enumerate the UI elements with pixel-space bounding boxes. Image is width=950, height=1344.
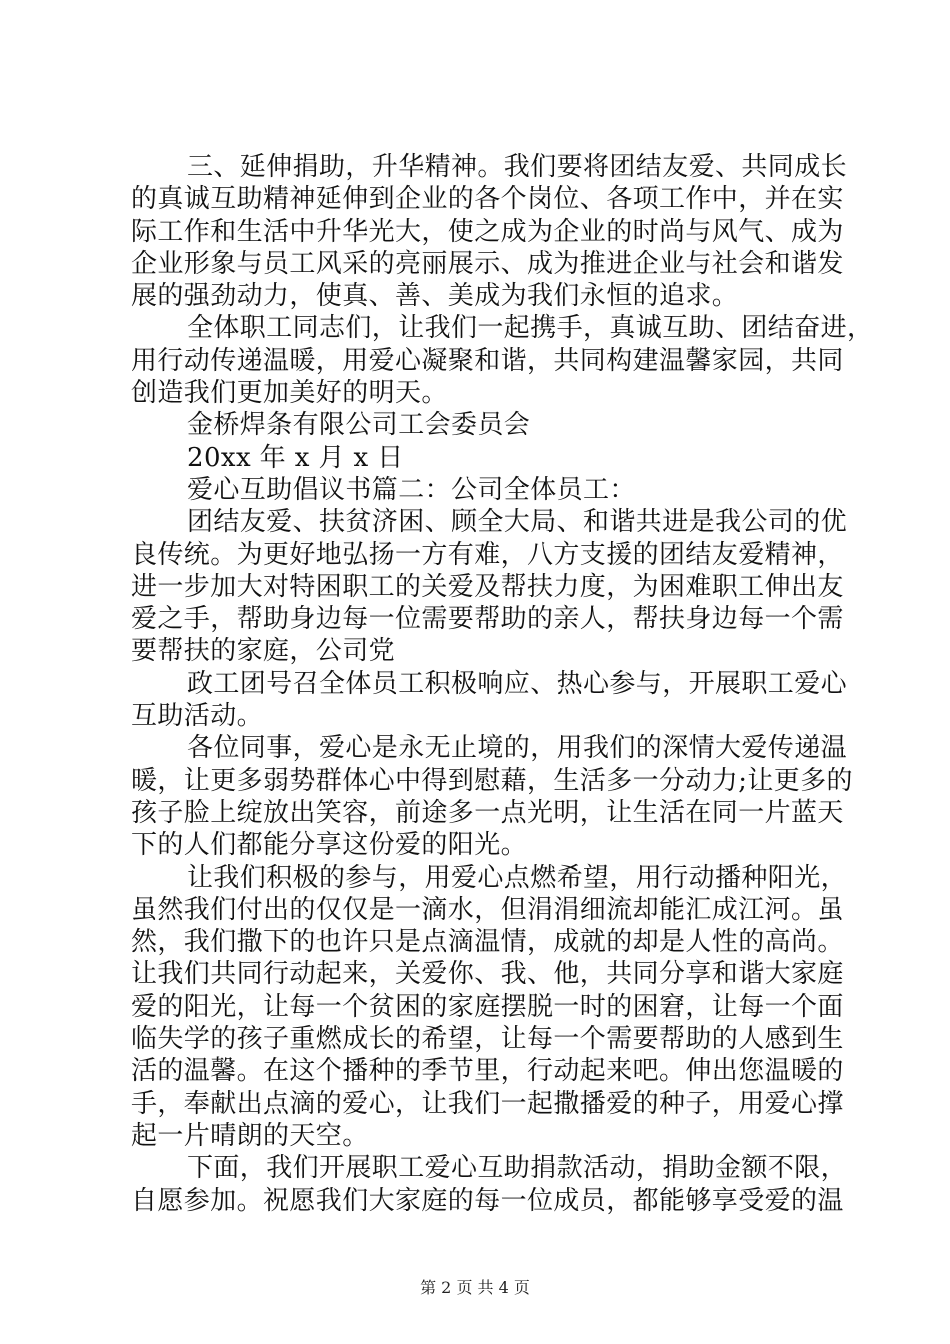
- text-line: 让我们共同行动起来，关爱你、我、他，共同分享和谐大家庭: [131, 959, 844, 990]
- text-line: 要帮扶的家庭，公司党: [131, 636, 396, 667]
- text-line: 爱心互助倡议书篇二：公司全体员工：: [187, 474, 636, 505]
- text-line: 爱之手，帮助身边每一位需要帮助的亲人，帮扶身边每一个需: [131, 604, 844, 635]
- text-line: 活的温馨。在这个播种的季节里，行动起来吧。伸出您温暖的: [131, 1056, 844, 1087]
- text-line: 下的人们都能分享这份爱的阳光。: [131, 830, 528, 861]
- text-line: 用行动传递温暖，用爱心凝聚和谐，共同构建温馨家园，共同: [131, 345, 844, 376]
- page-footer: 第 2 页 共 4 页: [420, 1278, 530, 1297]
- text-line: 金桥焊条有限公司工会委员会: [187, 410, 531, 441]
- text-line: 下面，我们开展职工爱心互助捐款活动，捐助金额不限，: [187, 1153, 848, 1184]
- text-line: 三、延伸捐助，升华精神。我们要将团结友爱、共同成长: [187, 152, 848, 182]
- text-line: 暖，让更多弱势群体心中得到慰藉，生活多一分动力;让更多的: [131, 765, 853, 796]
- text-line: 互助活动。: [131, 701, 264, 732]
- text-line: 20xx 年 x 月 x 日: [187, 442, 404, 473]
- text-line: 创造我们更加美好的明天。: [131, 378, 448, 409]
- text-line: 际工作和生活中升华光大，使之成为企业的时尚与风气、成为: [131, 216, 844, 247]
- text-line: 起一片晴朗的天空。: [131, 1120, 369, 1151]
- text-line: 临失学的孩子重燃成长的希望，让每一个需要帮助的人感到生: [131, 1024, 844, 1055]
- text-line: 的真诚互助精神延伸到企业的各个岗位、各项工作中，并在实: [131, 184, 844, 215]
- text-line: 全体职工同志们，让我们一起携手，真诚互助、团结奋进，: [187, 313, 874, 344]
- text-line: 爱的阳光，让每一个贫困的家庭摆脱一时的困窘，让每一个面: [131, 991, 844, 1022]
- text-line: 然，我们撒下的也许只是点滴温情，成就的却是人性的高尚。: [131, 927, 844, 958]
- text-line: 自愿参加。祝愿我们大家庭的每一位成员，都能够享受爱的温: [131, 1185, 844, 1216]
- text-line: 手，奉献出点滴的爱心，让我们一起撒播爱的种子，用爱心撑: [131, 1088, 844, 1119]
- text-line: 企业形象与员工风采的亮丽展示、成为推进企业与社会和谐发: [131, 248, 844, 279]
- text-line: 政工团号召全体员工积极响应、热心参与，开展职工爱心: [187, 668, 848, 699]
- text-line: 展的强劲动力，使真、善、美成为我们永恒的追求。: [131, 281, 739, 312]
- document-body: [131, 151, 874, 1217]
- text-line: 各位同事，爱心是永无止境的，用我们的深情大爱传递温: [187, 733, 848, 764]
- text-line: 团结友爱、扶贫济困、顾全大局、和谐共进是我公司的优: [187, 507, 848, 538]
- text-line: 虽然我们付出的仅仅是一滴水，但涓涓细流却能汇成江河。虽: [131, 894, 844, 925]
- text-line: 孩子脸上绽放出笑容，前途多一点光明，让生活在同一片蓝天: [131, 797, 844, 828]
- text-line: 让我们积极的参与，用爱心点燃希望，用行动播种阳光，: [187, 862, 848, 893]
- text-line: 进一步加大对特困职工的关爱及帮扶力度，为困难职工伸出友: [131, 571, 844, 602]
- text-line: 良传统。为更好地弘扬一方有难，八方支援的团结友爱精神，: [131, 539, 844, 570]
